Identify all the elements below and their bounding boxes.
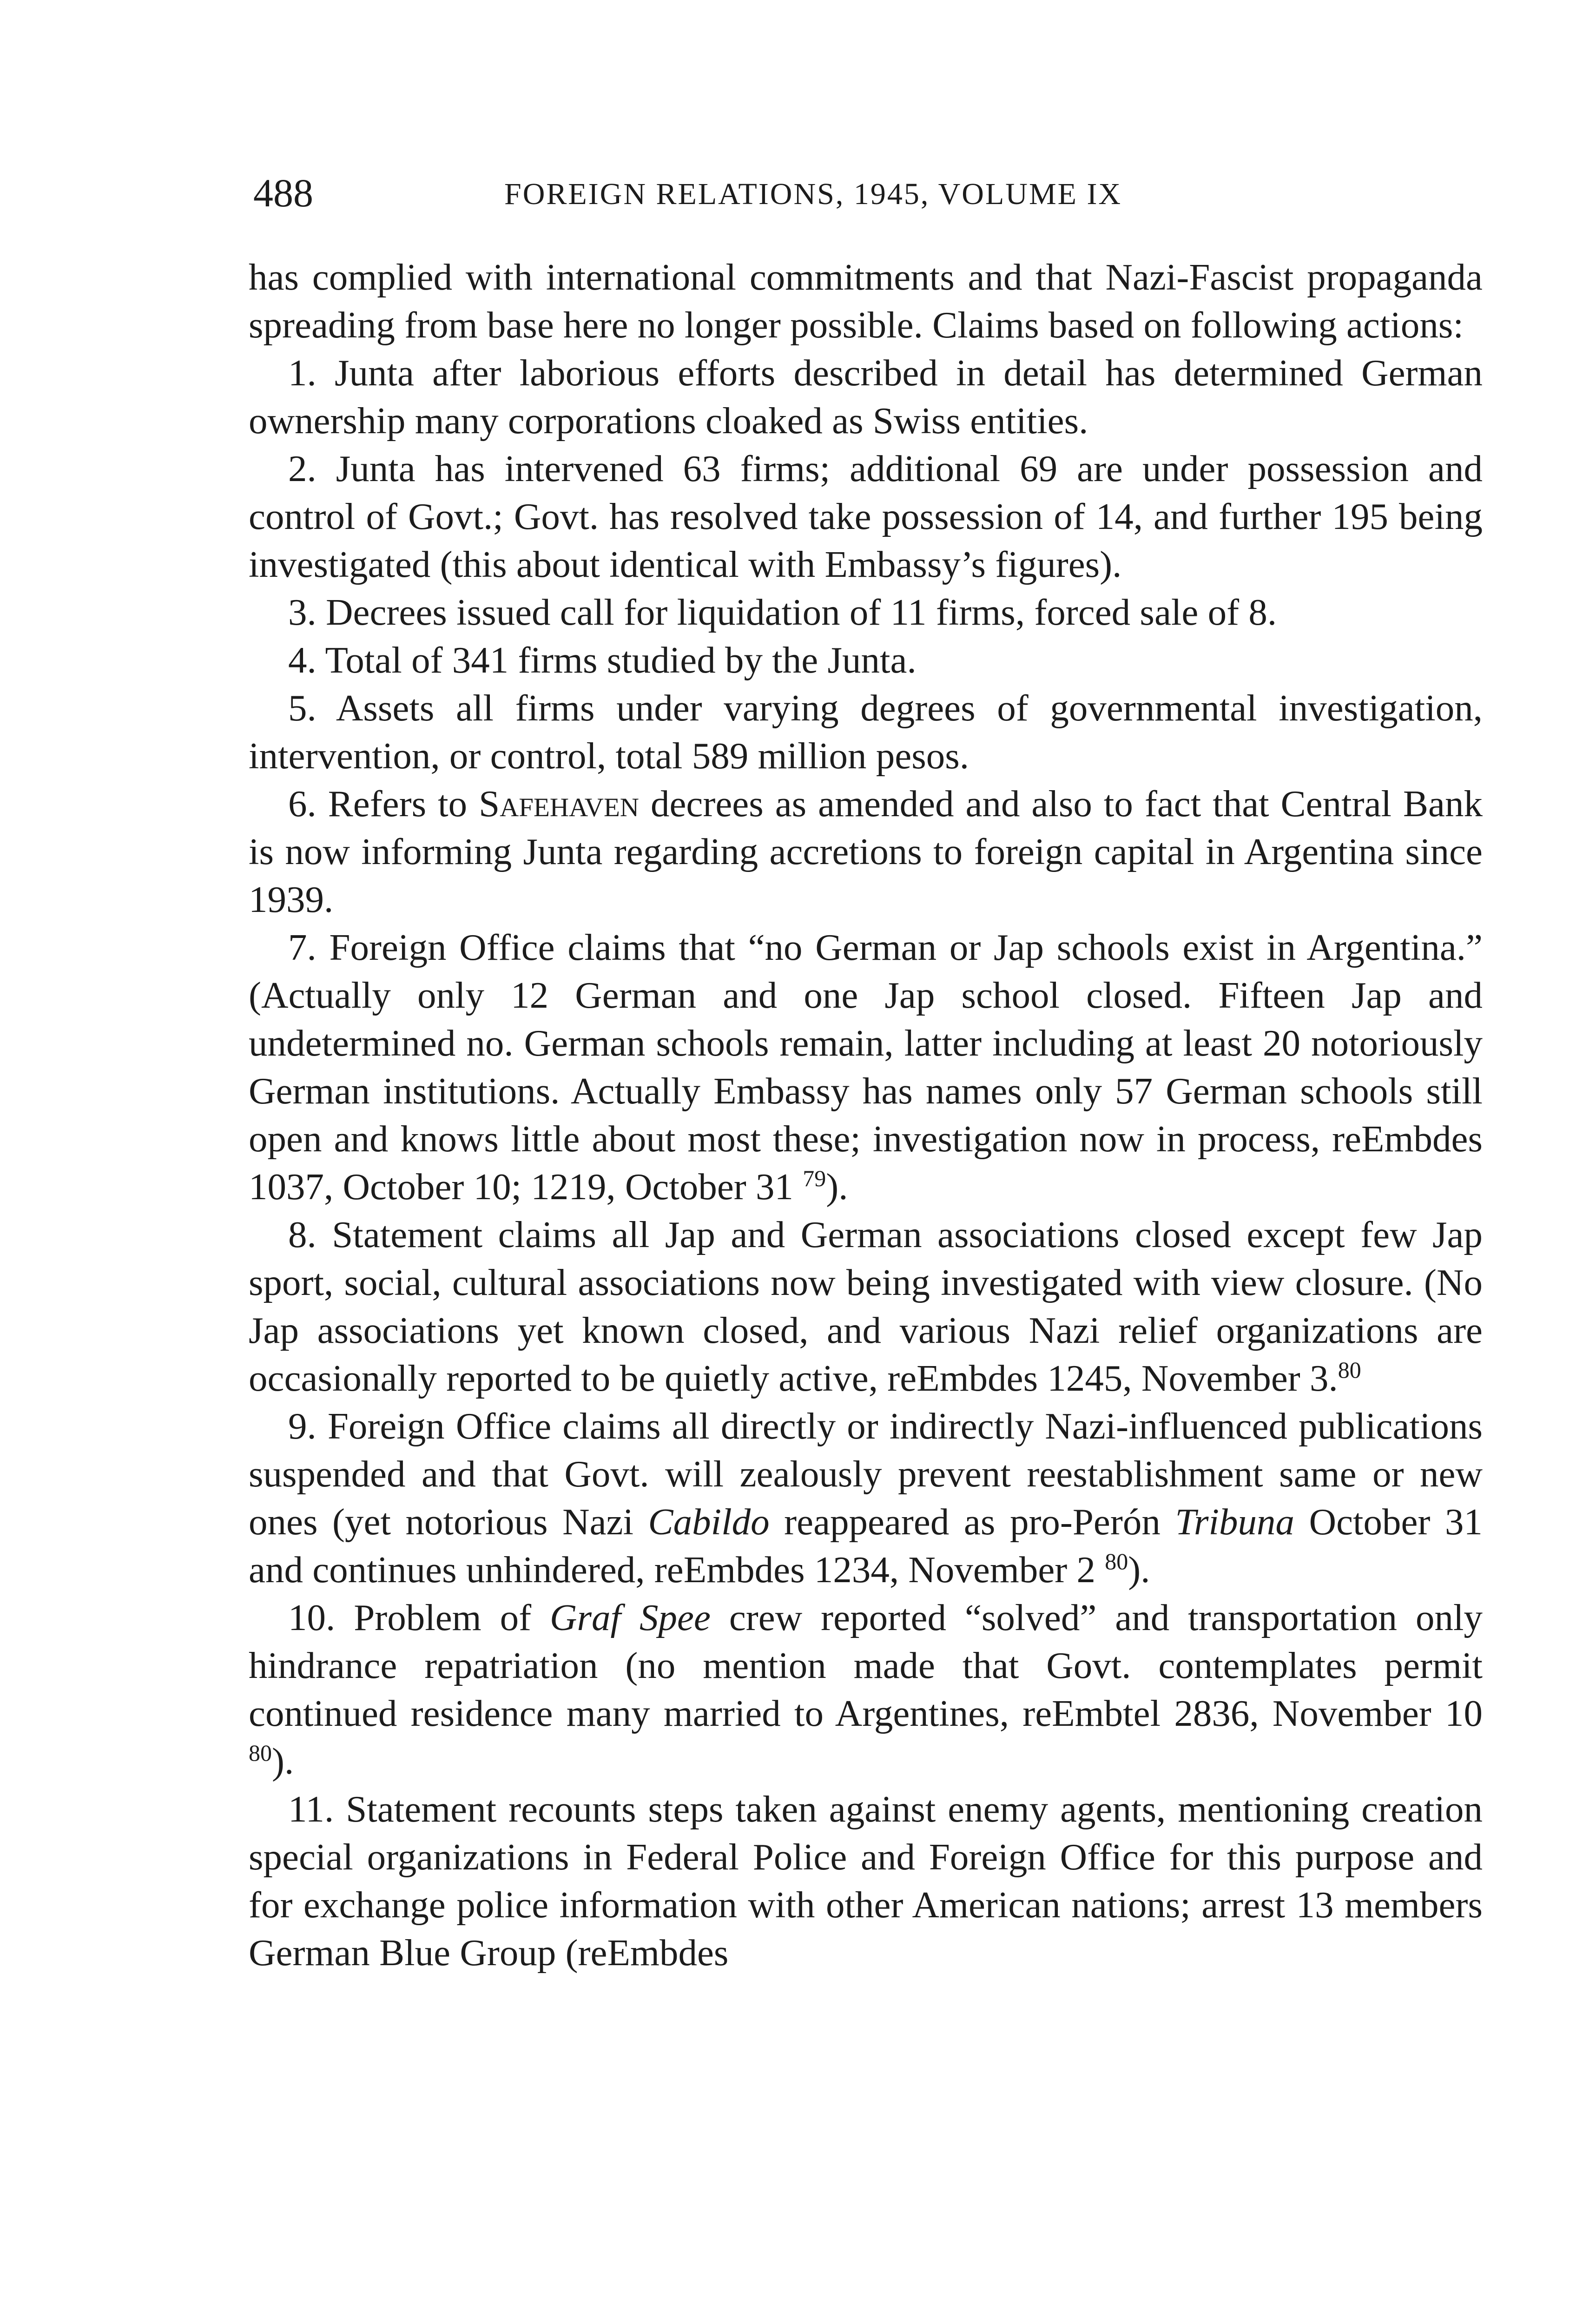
item-4: 4. Total of 341 firms studied by the Junta. — [288, 639, 917, 681]
item-6-rest: decrees as amended and also to fact that Central Bank is now informing Junta regarding accretions to foreign capital in Argentina since 1939. — [249, 783, 1483, 920]
item-11: 11. Statement recounts steps taken against enemy agents, mentioning creation special organizations in Federal Police and Foreign Office for this purpose and for exchange police information with other American nations; arrest 13 members German Blue Group (reEmbdes — [249, 1788, 1483, 1974]
item-5: 5. Assets all firms under varying degrees of governmental investigation, intervention, or control, total 589 million pesos. — [249, 687, 1483, 777]
item-7-end: ). — [826, 1166, 848, 1208]
page-number: 488 — [253, 171, 313, 215]
item-9-mid: reappeared as pro-Perón — [784, 1501, 1161, 1543]
cabildo-title: Cabildo — [648, 1501, 770, 1543]
item-9-lead: 9. Foreign Office claims all directly or indirectly Nazi-influenced publications suspended and that Govt. will zealously prevent reestablishment same or new ones (yet notorious Nazi — [249, 1405, 1483, 1543]
item-10-rest: crew reported “solved” and transportation only hindrance repatriation (no mention made that Govt. contemplates permit continued residence many married to Argentines, reEmbtel 2836, November 10 — [249, 1597, 1483, 1734]
footnote-ref-80: 80 — [1338, 1357, 1361, 1383]
item-3: 3. Decrees issued call for liquidation of 11 firms, forced sale of 8. — [288, 591, 1277, 633]
item-2: 2. Junta has intervened 63 firms; additional 69 are under possession and control of Govt.; Govt. has resolved take possession of 14, and further 195 being investigated (this about identical with Embassy’s figures). — [249, 448, 1483, 585]
safehaven-term: Safehaven — [479, 783, 639, 825]
intro-paragraph: has complied with international commitments and that Nazi-Fascist propaganda spreading from base here no longer possible. Claims based on following actions: — [249, 256, 1483, 346]
footnote-ref-79: 79 — [803, 1165, 826, 1191]
tribuna-title: Tribuna — [1175, 1501, 1295, 1543]
item-8-text: 8. Statement claims all Jap and German associations closed except few Jap sport, social, cultural associations now being investigated with view closure. (No Jap associations yet known closed, and various Nazi relief organizations are occasionally reported to be quietly active, reEmbdes 1245, November 3. — [249, 1214, 1483, 1399]
item-10-lead: 10. Problem of — [288, 1597, 532, 1638]
item-6-lead: 6. Refers to — [288, 783, 468, 825]
page-header — [0, 167, 1576, 218]
footnote-ref-80: 80 — [1105, 1548, 1128, 1574]
item-7-text: 7. Foreign Office claims that “no German or Jap schools exist in Argentina.” (Actually only 12 German and one Jap school closed. Fifteen Jap and undetermined no. German schools remain, latter including at least 20 notoriously German institutions. Actually Embassy has names only 57 German schools still open and knows little about most these; investigation now in process, reEmbdes 1037, October 10; 1219, October 31 — [249, 926, 1483, 1208]
graf-spee-name: Graf Spee — [550, 1597, 711, 1638]
footnote-ref-80: 80 — [249, 1740, 272, 1766]
item-6 — [249, 780, 1483, 924]
item-7 — [249, 924, 1483, 1211]
item-10 — [249, 1594, 1483, 1785]
body-text — [249, 253, 1483, 1977]
item-1: 1. Junta after laborious efforts described in detail has determined German ownership many corporations cloaked as Swiss entities. — [249, 352, 1483, 442]
item-9-end: ). — [1128, 1549, 1150, 1591]
running-head: FOREIGN RELATIONS, 1945, VOLUME IX — [504, 177, 1122, 211]
item-8 — [249, 1211, 1483, 1402]
item-10-end: ). — [272, 1740, 294, 1782]
item-9 — [249, 1402, 1483, 1594]
item-9-rest: October 31 and continues unhindered, reEmbdes 1234, November 2 — [249, 1501, 1483, 1591]
